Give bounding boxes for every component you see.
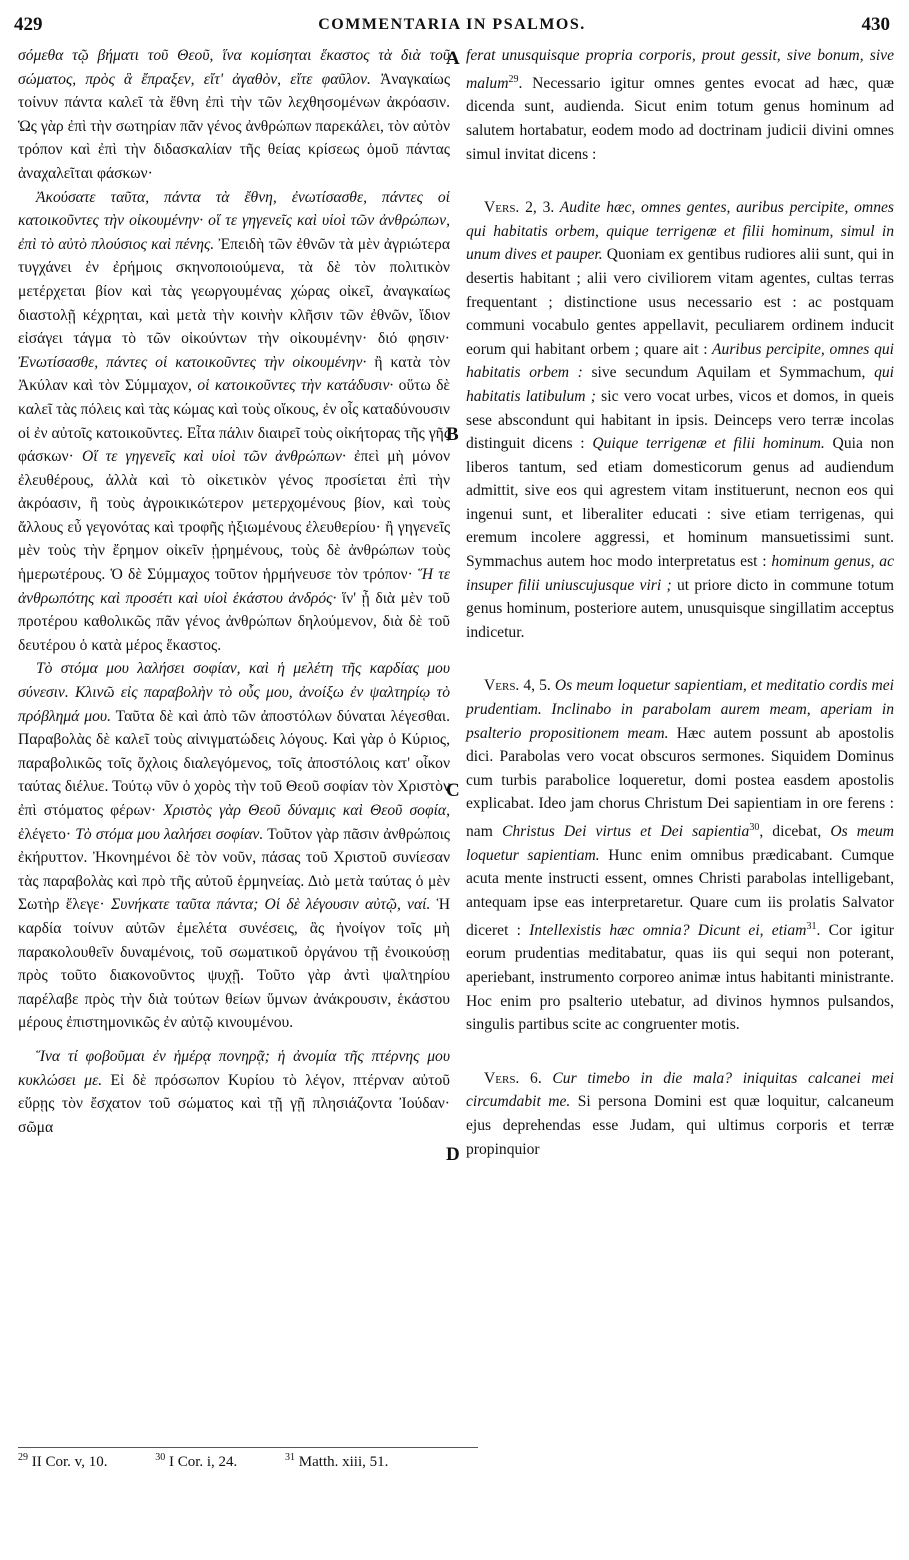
greek-quote: Ἐνωτίσασθε, πάντες οἱ κατοικοῦντες τὴν οἰκουμένην· — [18, 353, 367, 371]
footnote-31 — [285, 1454, 410, 1470]
latin-quote: Auribus percipite, omnes qui habitatis orbem : — [466, 340, 894, 382]
running-header — [14, 14, 890, 42]
latin-verse-quote: Audite hæc, omnes gentes, auribus percipite, omnes qui habitatis orbem, quique terrigenæ et filii hominum, simul in unum dives et pauper. — [466, 199, 894, 264]
greek-quote: Χριστὸς γὰρ Θεοῦ δύναμις καὶ Θεοῦ σοφία, — [156, 802, 450, 819]
greek-paragraph-2 — [18, 186, 450, 658]
greek-text: ἐλέγετο· — [18, 825, 72, 843]
verse-label: Vers. 6. — [484, 1069, 542, 1087]
margin-letter-c: C — [446, 780, 460, 801]
latin-verse-quote: Os meum loquetur sapientiam, et meditatio cordis mei prudentiam. Inclinabo in parabolam aurem meam, aperiam in psalterio propositionem meam. — [466, 677, 894, 742]
latin-quote: Os meum loquetur sapientiam. — [466, 823, 895, 864]
latin-quote: ferat unusquisque propria corporis, prout gessit, sive bonum, sive malum — [466, 47, 894, 92]
latin-quote: Quique terrigenæ et filii hominum. — [584, 435, 825, 453]
greek-text: Ἡ καρδία τοίνυν αὐτῶν ἐμελέτα συνέσεις, ἃς ἠνοίγον τοῖς μὴ παρακολουθεῖν δυναμένοις, τοῦ σωματικοῦ ὀργάνου τῇ ἐνοικούσῃ πρὸς τοῦτο διακονοῦντος ψυχῇ. Τοῦτο γὰρ ἀντὶ ψαλτηρίου παρέλαβε πρὸς τὴν διὰ τούτων θείων ὕμνων ἀνάκρουσιν, ἑκάστου μέρους ἐπιστημονικῶς ἐν αὐτῷ κινουμένου. — [18, 896, 450, 1032]
greek-text: Εἰ δὲ πρόσωπον Κυρίου τὸ λέγον, πτέρναν αὐτοῦ εὕρῃς τὸν ἔσχατον τοῦ σώματος καὶ τῇ γῇ πλησιάζοντα Ἰούδαν· σῶμα — [18, 1071, 450, 1136]
greek-paragraph-1 — [18, 44, 450, 186]
footnote-mark: 29 — [18, 1452, 28, 1463]
latin-text: . Cor igitur eorum prudentias meditabatur, quas iis qui sequi non poterant, aperiebant, instrumento corporeo animæ intus habitanti ministrante. Hoc enim pro psalterio utebatur, ad divinos hymnos pulsandos, singulis partibus scite ac congruenter motis. — [466, 921, 895, 1034]
greek-text: ἵν' ᾖ διὰ μὲν τοῦ προτέρου καθολικῶς πᾶν γένος ἀνθρώπων δηλούμενον, διὰ δὲ τοῦ δευτέρου ὁ κατὰ μέρος ἕκαστος. — [18, 589, 450, 654]
footnote-ref-30[interactable]: 30 — [749, 822, 760, 833]
latin-quote: hominum genus, ac insuper filii uniuscujusque viri ; — [466, 553, 894, 594]
greek-quote: Συνήκατε ταῦτα πάντα; Οἱ δὲ λέγουσιν αὐτῷ, ναί. — [104, 896, 431, 914]
greek-quote: οἱ κατοικοῦντες τὴν κατάδυσιν· — [191, 377, 394, 395]
margin-letter-b: B — [446, 424, 459, 445]
verse-label: Vers. 2, 3. — [484, 199, 555, 217]
greek-verse-quote: Τὸ στόμα μου λαλήσει σοφίαν, καὶ ἡ μελέτη τῆς καρδίας μου σύνεσιν. Κλινῶ εἰς παραβολὴν τὸ οὖς μου, ἀνοίξω ἐν ψαλτηρίῳ τὸ πρόβλημά μου. — [18, 660, 450, 725]
footnote-ref-31[interactable]: 31 — [806, 920, 817, 932]
greek-quote: Τὸ στόμα μου λαλήσει σοφίαν. — [71, 825, 264, 843]
greek-quote: Ἥ τε ἀνθρωπότης καὶ προσέτι καὶ υἱοὶ ἑκάστου ἀνδρός· — [18, 566, 450, 607]
latin-text: Quoniam ex gentibus rudiores alii sunt, qui in desertis habitant ; alii vero civiliorem vitam agentes, cultas terras frequentant ; distinctione usus necessario est : ac postquam communi vocabulo gentes appellavit, peculiarem ordinem inducit eorum qui habitant orbem ; quare ait : — [466, 246, 894, 358]
footnote-mark: 31 — [285, 1452, 296, 1463]
latin-verse-2-3 — [466, 196, 894, 644]
footnote-text: Matth. xiii, 51. — [298, 1454, 389, 1470]
greek-verse-quote: Ἵνα τί φοβοῦμαι ἐν ἡμέρᾳ πονηρᾷ; ἡ ἀνομία τῆς πτέρνης μου κυκλώσει με. — [18, 1047, 450, 1089]
latin-text: , dicebat, — [759, 823, 822, 841]
greek-column — [18, 44, 450, 1139]
latin-text: Hunc enim omnibus prædicabant. Cumque acuta mente instructi essent, omnes Christi parabolas intelligebant, antequam ipse eas interpretaretur. Quare cum iis prolatis Salvator diceret : — [466, 846, 894, 939]
greek-paragraph-3 — [18, 657, 450, 1035]
latin-text: sic vero vocat urbes, vicos et domos, in queis sese abscondunt qui habitant in ipsis. Deinceps vero terræ incolas distinguit dicens : — [466, 387, 894, 453]
latin-column — [466, 44, 894, 1161]
greek-paragraph-4 — [18, 1045, 450, 1139]
margin-letter-a: A — [446, 48, 460, 69]
running-title: COMMENTARIA IN PSALMOS. — [318, 16, 586, 33]
latin-quote: qui habitatis latibulum ; — [466, 364, 894, 405]
latin-text: . Necessario igitur omnes gentes evocat ad hæc, quæ dicenda sunt, audienda. Sicut enim totum genus hominum ad salutem hortabatur, eodem modo ad doctrinam judicii divini omnes simul invitat dicens : — [466, 74, 894, 163]
greek-text: Τοῦτον γὰρ πᾶσιν ἀνθρώποις ἐκήρυττον. Ἠκονημένοι δὲ τὸν νοῦν, πάσας τοῦ Χριστοῦ συνίεσαν τὰς παραβολὰς καὶ πρὸ τῆς αὐτοῦ ἑρμηνείας. Διὸ μετὰ ταύτας ὁ μὲν Σωτὴρ ἔλεγε· — [18, 825, 450, 914]
footnote-ref-29[interactable]: 29 — [508, 73, 519, 85]
greek-text: Ἀναγκαίως τοίνυν πάντα καλεῖ τὰ ἔθνη ἐπὶ τὴν τῶν λεχθησομένων ἀκρόασιν. Ὡς γὰρ ἐπὶ τὴν σωτηρίαν πᾶν γένος ἀνθρώπων παρεκάλει, τὸν αὐτὸν τρόπον καὶ ἐπὶ τὴν διδασκαλίαν τῆς θείας κρίσεως ὁμοῦ πάντας ἀναχαλεῖται φάσκων· — [18, 70, 450, 182]
latin-text: ut priore dicto in commune totum genus hominum, posteriore autem, unusquisque singillatim acceptus indicetur. — [466, 576, 894, 641]
latin-text: Hæc autem possunt ab apostolis dici. Parabolas vero vocat obscuros sermones. Siquidem Dominus cum turbis parabolice loqueretur, domi postea easdem apostolis explicabat. Ideo jam chorus Christum Dei sapientiam in ore ferens : nam — [466, 724, 894, 841]
greek-text: Ταῦτα δὲ καὶ ἀπὸ τῶν ἀποστόλων δύναται λέγεσθαι. Παραβολὰς δὲ καλεῖ τοὺς αἰνιγματώδεις λόγους. Καὶ γὰρ ὁ Κύριος, παραβολικῶς τοῖς ὄχλοις διαλεγόμενος, τοῖς ἀποστόλοις κατ' οἶκον ταύτας διέλυε. Τούτῳ νῦν ὁ χορὸς τὴν τοῦ Θεοῦ σοφίαν τὸν Χριστὸν ἐπὶ στόματος φέρων· — [18, 707, 450, 819]
footnote-text: II Cor. v, 10. — [31, 1454, 108, 1470]
page-number-left: 429 — [14, 14, 43, 35]
greek-text: οὕτω δὲ καλεῖ τὰς πόλεις καὶ τὰς κώμας καὶ τοὺς οἴκους, ἐν οἷς καταδύνουσιν οἱ ἐν αὐτοῖς κατοικοῦντες. Εἶτα πάλιν διαιρεῖ τοὺς οἰκήτορας τῆς γῆς φάσκων· — [18, 377, 450, 466]
greek-text: Ἐπειδὴ τῶν ἐθνῶν τὰ μὲν ἀγριώτερα τυγχάνει ἐν ἐρήμοις σκηνοποιούμενα, τὰ δὲ τὸν πολιτικὸν μετέρχεται βίον καὶ τὰς γεωργουμένας χώρας οἰκεῖ, ἀναγκαίως διαστολῇ κέχρηται, καὶ μετὰ τὴν κοινὴν κλῆσιν τῶν ἐθνῶν, ἴδιον εἰσάγει τάγμα τὸ τῶν οἰκούντων τὴν οἰκουμένην· διό φησιν· — [18, 235, 451, 348]
greek-text: ἐπεὶ μὴ μόνον ἐλευθέρους, ἀλλὰ καὶ τὸ οἰκετικὸν γένος προσίεται ἐπὶ τὴν ἀκρόασιν, ἢ τοὺς ἀγροικικώτερον μετερχομένους βίον, καὶ τοὺς ἄλλους εὖ γεγονότας καὶ τροφῆς ἠξιωμένους ἐλευθερίου· ἢ γηγενεῖς μὲν τοὺς τὴν ἔρημον οἰκεῖν ᾑρημένους, τοὺς δὲ ἀνθρώπων τοὺς ἡμερωτέρους. Ὁ δὲ Σύμμαχος τοῦτον ἡρμήνευσε τὸν τρόπον· — [18, 448, 450, 584]
latin-text: Si persona Domini est quæ loquitur, calcaneum ejus deprehendas esse Judam, qui ultimus corporis et terræ propinquior — [466, 1093, 894, 1158]
latin-text: Quia non liberos tantum, sed etiam domesticorum genus ad audiendum admittit, sive eos qui agrestem vitam instituerunt, necnon eos qui ingenui sunt, et liberaliter educati : sive etiam terrigenas, qui eremum incolere aggressi, et hominum mansuetissimi sunt. Symmachus autem hoc modo interpretatus est : — [466, 435, 895, 571]
greek-quote: Οἵ τε γηγενεῖς καὶ υἱοὶ τῶν ἀνθρώπων· — [73, 448, 346, 466]
latin-quote: Christus Dei virtus et Dei sapientia — [492, 823, 750, 841]
footnote-30 — [155, 1454, 259, 1470]
footnote-mark: 30 — [155, 1452, 166, 1463]
footnote-text: I Cor. i, 24. — [168, 1454, 238, 1470]
latin-text: sive secundum Aquilam et Symmachum, — [582, 364, 866, 382]
latin-verse-quote: Cur timebo in die mala? iniquitas calcanei mei circumdabit me. — [466, 1069, 894, 1111]
latin-paragraph-1 — [466, 44, 894, 166]
greek-verse-quote: Ἀκούσατε ταῦτα, πάντα τὰ ἔθνη, ἐνωτίσασθε, πάντες οἱ κατοικοῦντες τὴν οἰκουμένην· οἵ τε γηγενεῖς καὶ υἱοὶ τῶν ἀνθρώπων, ἐπὶ τὸ αὐτὸ πλούσιος καὶ πένης. — [18, 188, 450, 253]
latin-quote: Intellexistis hæc omnia? Dicunt ei, etiam — [521, 921, 807, 939]
footnotes — [18, 1447, 478, 1471]
margin-letter-d: D — [446, 1144, 460, 1165]
footnote-29 — [18, 1454, 129, 1470]
greek-quote: σόμεθα τῷ βήματι τοῦ Θεοῦ, ἵνα κομίσηται ἕκαστος τὰ διὰ τοῦ σώματος, πρὸς ἃ ἔπραξεν, εἴτ' ἀγαθὸν, εἴτε φαῦλον. — [18, 47, 450, 88]
latin-verse-4-5 — [466, 674, 894, 1036]
page-number-right: 430 — [861, 14, 890, 35]
greek-text: ἢ κατὰ τὸν Ἀκύλαν καὶ τὸν Σύμμαχον, — [18, 353, 451, 395]
verse-label: Vers. 4, 5. — [484, 677, 551, 695]
latin-verse-6 — [466, 1067, 894, 1161]
